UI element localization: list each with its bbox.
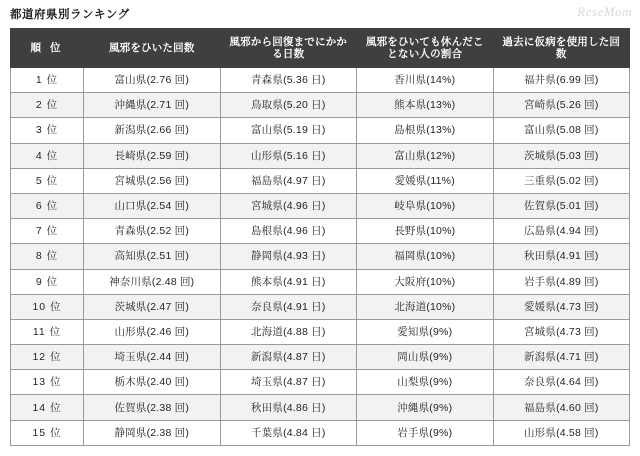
table-row bbox=[11, 420, 630, 445]
cell-never-rest-ratio: 島根県(13%) bbox=[357, 118, 494, 143]
cell-cold-count: 栃木県(2.40 回) bbox=[84, 370, 221, 395]
cell-cold-count: 神奈川県(2.48 回) bbox=[84, 269, 221, 294]
cell-recovery-days: 北海道(4.88 日) bbox=[220, 319, 357, 344]
cell-fake-illness-count: 宮崎県(5.26 回) bbox=[493, 93, 630, 118]
table-row bbox=[11, 68, 630, 93]
cell-rank: 11 位 bbox=[11, 319, 84, 344]
cell-rank: 1 位 bbox=[11, 68, 84, 93]
cell-recovery-days: 宮城県(4.96 日) bbox=[220, 193, 357, 218]
cell-rank: 2 位 bbox=[11, 93, 84, 118]
cell-cold-count: 沖縄県(2.71 回) bbox=[84, 93, 221, 118]
cell-cold-count: 青森県(2.52 回) bbox=[84, 219, 221, 244]
cell-fake-illness-count: 宮城県(4.73 回) bbox=[493, 319, 630, 344]
cell-recovery-days: 奈良県(4.91 日) bbox=[220, 294, 357, 319]
cell-never-rest-ratio: 山梨県(9%) bbox=[357, 370, 494, 395]
cell-rank: 9 位 bbox=[11, 269, 84, 294]
cell-fake-illness-count: 福島県(4.60 回) bbox=[493, 395, 630, 420]
cell-cold-count: 茨城県(2.47 回) bbox=[84, 294, 221, 319]
cell-fake-illness-count: 茨城県(5.03 回) bbox=[493, 143, 630, 168]
watermark-logo: ReseMom bbox=[577, 4, 632, 19]
cell-cold-count: 埼玉県(2.44 回) bbox=[84, 345, 221, 370]
cell-cold-count: 佐賀県(2.38 回) bbox=[84, 395, 221, 420]
cell-recovery-days: 千葉県(4.84 日) bbox=[220, 420, 357, 445]
column-header-recovery-days bbox=[220, 29, 357, 68]
cell-never-rest-ratio: 岡山県(9%) bbox=[357, 345, 494, 370]
cell-never-rest-ratio: 福岡県(10%) bbox=[357, 244, 494, 269]
column-header-rank-label: 順 位 bbox=[30, 41, 64, 54]
ranking-table bbox=[10, 28, 630, 446]
column-header-recovery-days-label: 風邪から回復までにかかる日数 bbox=[229, 35, 348, 60]
cell-never-rest-ratio: 香川県(14%) bbox=[357, 68, 494, 93]
cell-never-rest-ratio: 愛媛県(11%) bbox=[357, 168, 494, 193]
table-row bbox=[11, 294, 630, 319]
table-header-row bbox=[11, 29, 630, 68]
cell-recovery-days: 島根県(4.96 日) bbox=[220, 219, 357, 244]
page-title: 都道府県別ランキング bbox=[10, 9, 130, 21]
cell-rank: 13 位 bbox=[11, 370, 84, 395]
table-row bbox=[11, 168, 630, 193]
cell-never-rest-ratio: 岐阜県(10%) bbox=[357, 193, 494, 218]
cell-rank: 4 位 bbox=[11, 143, 84, 168]
cell-rank: 6 位 bbox=[11, 193, 84, 218]
column-header-fake-illness-count-label: 過去に仮病を使用した回数 bbox=[502, 35, 621, 60]
cell-rank: 10 位 bbox=[11, 294, 84, 319]
cell-rank: 8 位 bbox=[11, 244, 84, 269]
cell-never-rest-ratio: 富山県(12%) bbox=[357, 143, 494, 168]
cell-rank: 3 位 bbox=[11, 118, 84, 143]
table-row bbox=[11, 193, 630, 218]
cell-rank: 15 位 bbox=[11, 420, 84, 445]
cell-fake-illness-count: 福井県(6.99 回) bbox=[493, 68, 630, 93]
cell-recovery-days: 秋田県(4.86 日) bbox=[220, 395, 357, 420]
cell-rank: 14 位 bbox=[11, 395, 84, 420]
cell-cold-count: 静岡県(2.38 回) bbox=[84, 420, 221, 445]
cell-never-rest-ratio: 長野県(10%) bbox=[357, 219, 494, 244]
cell-never-rest-ratio: 熊本県(13%) bbox=[357, 93, 494, 118]
cell-recovery-days: 熊本県(4.91 日) bbox=[220, 269, 357, 294]
cell-fake-illness-count: 岩手県(4.89 回) bbox=[493, 269, 630, 294]
table-row bbox=[11, 118, 630, 143]
cell-fake-illness-count: 山形県(4.58 回) bbox=[493, 420, 630, 445]
cell-never-rest-ratio: 北海道(10%) bbox=[357, 294, 494, 319]
cell-fake-illness-count: 佐賀県(5.01 回) bbox=[493, 193, 630, 218]
table-row bbox=[11, 269, 630, 294]
cell-recovery-days: 静岡県(4.93 日) bbox=[220, 244, 357, 269]
cell-fake-illness-count: 奈良県(4.64 回) bbox=[493, 370, 630, 395]
table-row bbox=[11, 319, 630, 344]
cell-never-rest-ratio: 大阪府(10%) bbox=[357, 269, 494, 294]
cell-rank: 5 位 bbox=[11, 168, 84, 193]
table-row bbox=[11, 345, 630, 370]
cell-never-rest-ratio: 岩手県(9%) bbox=[357, 420, 494, 445]
cell-never-rest-ratio: 沖縄県(9%) bbox=[357, 395, 494, 420]
cell-recovery-days: 新潟県(4.87 日) bbox=[220, 345, 357, 370]
cell-cold-count: 宮城県(2.56 回) bbox=[84, 168, 221, 193]
cell-fake-illness-count: 秋田県(4.91 回) bbox=[493, 244, 630, 269]
cell-fake-illness-count: 広島県(4.94 回) bbox=[493, 219, 630, 244]
cell-fake-illness-count: 愛媛県(4.73 回) bbox=[493, 294, 630, 319]
cell-recovery-days: 埼玉県(4.87 日) bbox=[220, 370, 357, 395]
cell-rank: 12 位 bbox=[11, 345, 84, 370]
cell-cold-count: 富山県(2.76 回) bbox=[84, 68, 221, 93]
table-row bbox=[11, 244, 630, 269]
cell-never-rest-ratio: 愛知県(9%) bbox=[357, 319, 494, 344]
cell-cold-count: 長崎県(2.59 回) bbox=[84, 143, 221, 168]
cell-cold-count: 山形県(2.46 回) bbox=[84, 319, 221, 344]
cell-recovery-days: 山形県(5.16 日) bbox=[220, 143, 357, 168]
cell-fake-illness-count: 三重県(5.02 回) bbox=[493, 168, 630, 193]
column-header-fake-illness-count bbox=[493, 29, 630, 68]
table-row bbox=[11, 370, 630, 395]
cell-recovery-days: 福島県(4.97 日) bbox=[220, 168, 357, 193]
column-header-never-rest-ratio bbox=[357, 29, 494, 68]
cell-cold-count: 新潟県(2.66 回) bbox=[84, 118, 221, 143]
cell-rank: 7 位 bbox=[11, 219, 84, 244]
column-header-cold-count bbox=[84, 29, 221, 68]
cell-recovery-days: 鳥取県(5.20 日) bbox=[220, 93, 357, 118]
cell-cold-count: 高知県(2.51 回) bbox=[84, 244, 221, 269]
table-row bbox=[11, 395, 630, 420]
table-row bbox=[11, 143, 630, 168]
table-row bbox=[11, 219, 630, 244]
column-header-cold-count-label: 風邪をひいた回数 bbox=[108, 41, 195, 54]
cell-recovery-days: 富山県(5.19 日) bbox=[220, 118, 357, 143]
cell-fake-illness-count: 新潟県(4.71 回) bbox=[493, 345, 630, 370]
column-header-rank bbox=[11, 29, 84, 68]
column-header-never-rest-ratio-label: 風邪をひいても休んだことない人の割合 bbox=[365, 35, 484, 60]
table-header bbox=[11, 29, 630, 68]
table-body bbox=[11, 68, 630, 446]
table-row bbox=[11, 93, 630, 118]
cell-fake-illness-count: 富山県(5.08 回) bbox=[493, 118, 630, 143]
cell-cold-count: 山口県(2.54 回) bbox=[84, 193, 221, 218]
cell-recovery-days: 青森県(5.36 日) bbox=[220, 68, 357, 93]
